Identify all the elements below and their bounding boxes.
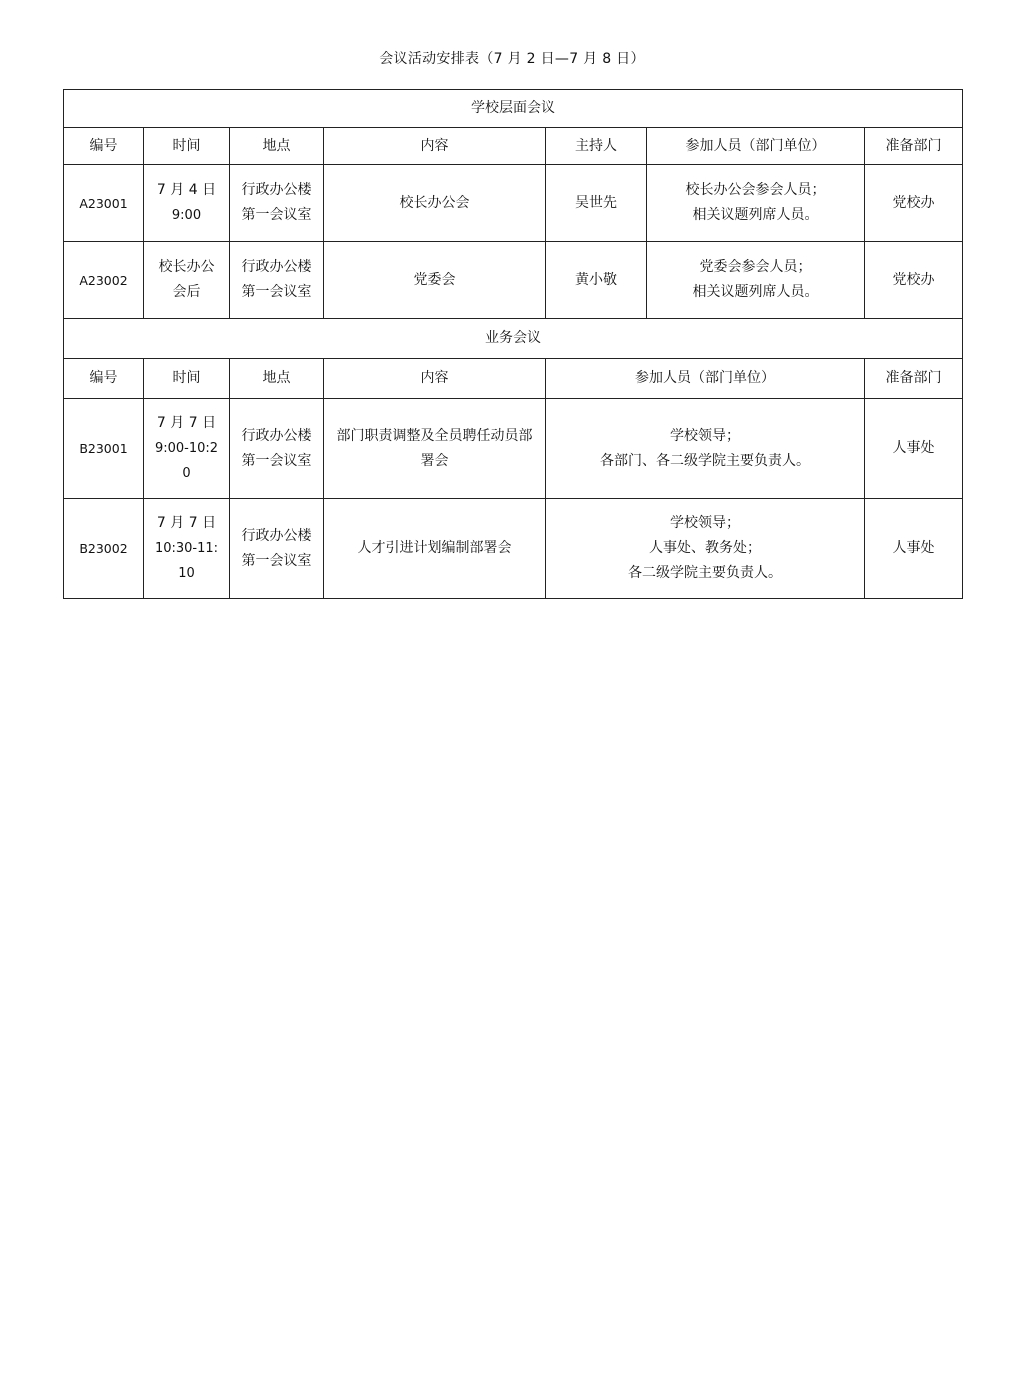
- time-line: 9:00-10:2: [154, 441, 219, 456]
- col-header-location: 地点: [230, 128, 324, 165]
- section-heading-business: 业务会议: [64, 319, 963, 359]
- col-header-time: 时间: [144, 359, 230, 399]
- meeting-time: [144, 499, 230, 599]
- meeting-content: 校长办公会: [324, 165, 546, 242]
- col-header-time: 时间: [144, 128, 230, 165]
- time-line: 7 月 4 日: [156, 182, 217, 198]
- meeting-time: [144, 165, 230, 242]
- time-line: 校长办公: [158, 259, 215, 275]
- column-header-row: [64, 359, 963, 399]
- meeting-location: [230, 165, 324, 242]
- col-header-content: 内容: [324, 359, 546, 399]
- meeting-department: 党校办: [865, 165, 963, 242]
- time-line: 7 月 7 日: [156, 415, 217, 431]
- participants-line: 相关议题列席人员。: [692, 284, 819, 300]
- meeting-id: A23002: [64, 242, 144, 319]
- participants-line: 各二级学院主要负责人。: [628, 565, 782, 581]
- time-line: 7 月 7 日: [156, 515, 217, 531]
- meeting-participants: [546, 499, 865, 599]
- col-header-participants: 参加人员（部门单位）: [546, 359, 865, 399]
- table-row: [64, 499, 963, 599]
- content-line: 署会: [420, 452, 449, 469]
- meeting-location: [230, 499, 324, 599]
- meeting-department: 人事处: [865, 399, 963, 499]
- meeting-participants: [647, 165, 865, 242]
- document-title: 会议活动安排表（7 月 2 日—7 月 8 日）: [379, 51, 645, 67]
- meeting-id: B23002: [64, 499, 144, 599]
- location-line: 第一会议室: [241, 552, 312, 569]
- meeting-host: 吴世先: [546, 165, 647, 242]
- participants-line: 学校领导；: [670, 427, 740, 444]
- table-row: [64, 242, 963, 319]
- meeting-content: [324, 499, 546, 599]
- col-header-department: 准备部门: [865, 359, 963, 399]
- location-line: 第一会议室: [241, 452, 312, 469]
- meeting-time: [144, 242, 230, 319]
- meeting-department: 人事处: [865, 499, 963, 599]
- table-row: [64, 165, 963, 242]
- meeting-department: 党校办: [865, 242, 963, 319]
- time-line: 10: [178, 566, 195, 581]
- participants-line: 党委会参会人员；: [699, 259, 812, 275]
- time-line: 10:30-11:: [154, 541, 219, 556]
- col-header-id: 编号: [64, 128, 144, 165]
- meeting-id: A23001: [64, 165, 144, 242]
- time-line: 0: [182, 466, 191, 481]
- participants-line: 校长办公会参会人员；: [685, 182, 826, 198]
- column-header-row: [64, 128, 963, 165]
- meeting-schedule-table: [63, 89, 963, 599]
- meeting-participants: [546, 399, 865, 499]
- col-header-department: 准备部门: [865, 128, 963, 165]
- meeting-id: B23001: [64, 399, 144, 499]
- location-line: 行政办公楼: [241, 527, 312, 544]
- col-header-content: 内容: [324, 128, 546, 165]
- meeting-host: 黄小敬: [546, 242, 647, 319]
- location-line: 行政办公楼: [241, 259, 312, 275]
- meeting-time: [144, 399, 230, 499]
- location-line: 行政办公楼: [241, 182, 312, 198]
- participants-line: 各部门、各二级学院主要负责人。: [600, 452, 810, 469]
- section-heading-school: 学校层面会议: [64, 90, 963, 128]
- content-line: 部门职责调整及全员聘任动员部: [336, 427, 533, 444]
- location-line: 第一会议室: [241, 207, 312, 223]
- col-header-id: 编号: [64, 359, 144, 399]
- meeting-content: 党委会: [324, 242, 546, 319]
- meeting-content: [324, 399, 546, 499]
- participants-line: 学校领导；: [670, 515, 740, 531]
- location-line: 第一会议室: [241, 284, 312, 300]
- section-header-row: [64, 90, 963, 128]
- meeting-participants: [647, 242, 865, 319]
- participants-line: 相关议题列席人员。: [692, 207, 819, 223]
- section-header-row: [64, 319, 963, 359]
- col-header-host: 主持人: [546, 128, 647, 165]
- meeting-location: [230, 242, 324, 319]
- content-line: 人才引进计划编制部署会: [357, 540, 512, 556]
- col-header-participants: 参加人员（部门单位）: [647, 128, 865, 165]
- participants-line: 人事处、教务处；: [649, 540, 761, 556]
- col-header-location: 地点: [230, 359, 324, 399]
- location-line: 行政办公楼: [241, 427, 312, 444]
- time-line: 9:00: [171, 208, 202, 223]
- table-row: [64, 399, 963, 499]
- meeting-location: [230, 399, 324, 499]
- time-line: 会后: [172, 284, 201, 300]
